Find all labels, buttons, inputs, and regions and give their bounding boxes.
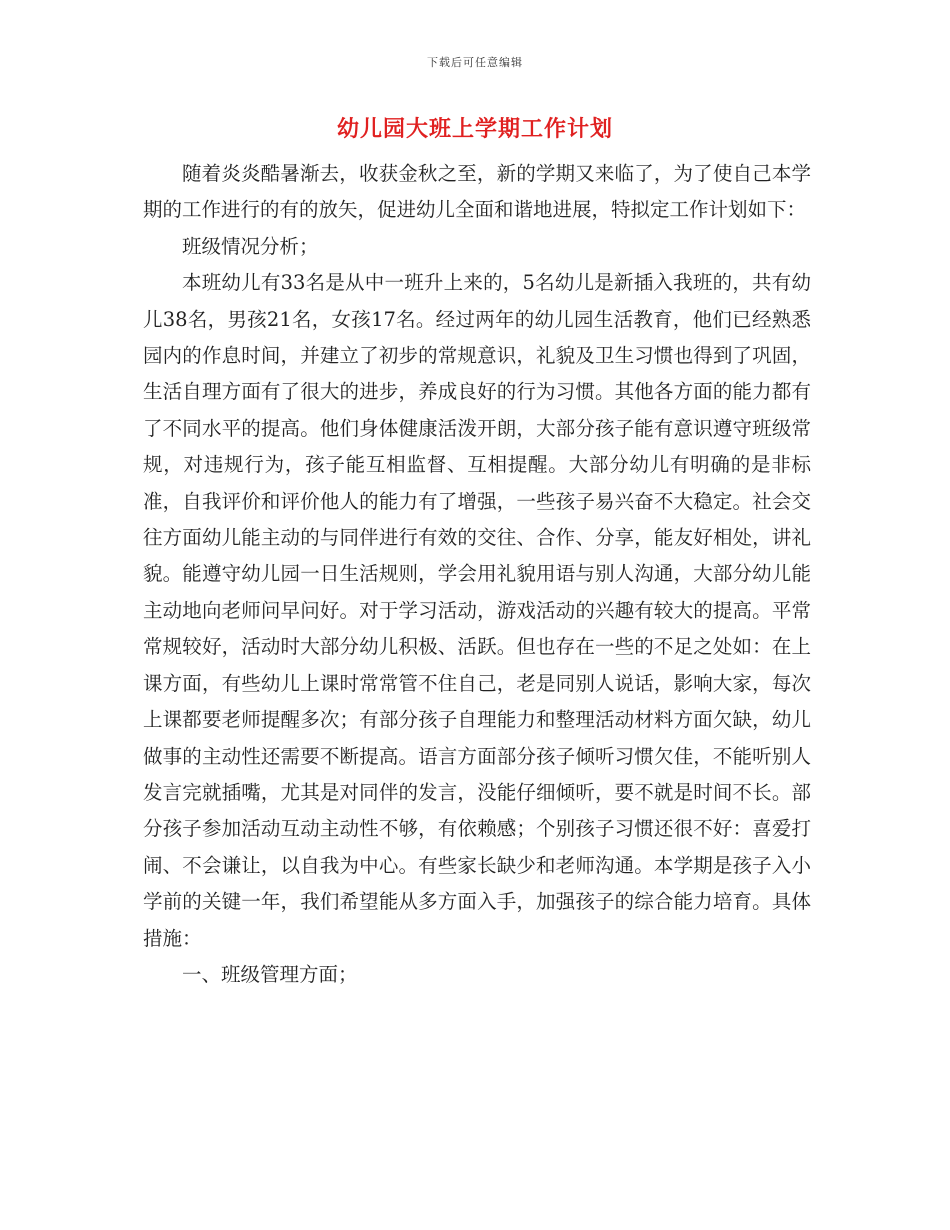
header-note: 下载后可任意编辑 (427, 56, 523, 69)
paragraph-section-one-heading: 一、班级管理方面； (182, 962, 358, 986)
paragraph-class-analysis-heading: 班级情况分析； (182, 234, 319, 258)
paragraph-class-analysis: 本班幼儿有33名是从中一班升上来的，5名幼儿是新插入我班的，共有幼儿38名，男孩21名，女孩17名。经过两年的幼儿园生活教育，他们已经熟悉园内的作息时间，并建立了初步的常规意识，礼貌及卫生习惯也得到了巩固，生活自理方面有了很大的进步，养成良好的行为习惯。其他各方面的能力都有了不同水平的提高。他们身体健康活泼开朗，大部分孩子能有意识遵守班级常规，对违规行为，孩子能互相监督、互相提醒。大部分幼儿有明确的是非标准，自我评价和评价他人的能力有了增强，一些孩子易兴奋不大稳定。社会交往方面幼儿能主动的与同伴进行有效的交往、合作、分享，能友好相处，讲礼貌。能遵守幼儿园一日生活规则，学会用礼貌用语与别人沟通，大部分幼儿能主动地向老师问早问好。对于学习活动，游戏活动的兴趣有较大的提高。平常常规较好，活动时大部分幼儿积极、活跃。但也存在一些的不足之处如：在上课方面，有些幼儿上课时常常管不住自己，老是同别人说话，影响大家，每次上课都要老师提醒多次；有部分孩子自理能力和整理活动材料方面欠缺，幼儿做事的主动性还需要不断提高。语言方面部分孩子倾听习惯欠佳，不能听别人发言完就插嘴，尤其是对同伴的发言，没能仔细倾听，要不就是时间不长。部分孩子参加活动互动主动性不够，有依赖感；个别孩子习惯还很不好：喜爱打闹、不会谦让，以自我为中心。有些家长缺少和老师沟通。本学期是孩子入小学前的关键一年，我们希望能从多方面入手，加强孩子的综合能力培育。具体措施： (143, 271, 811, 950)
document-body (143, 156, 811, 993)
paragraph-intro: 随着炎炎酷暑渐去，收获金秋之至，新的学期又来临了，为了使自己本学期的工作进行的有的放矢，促进幼儿全面和谐地进展，特拟定工作计划如下： (143, 162, 811, 222)
document-title: 幼儿园大班上学期工作计划 (336, 116, 613, 142)
